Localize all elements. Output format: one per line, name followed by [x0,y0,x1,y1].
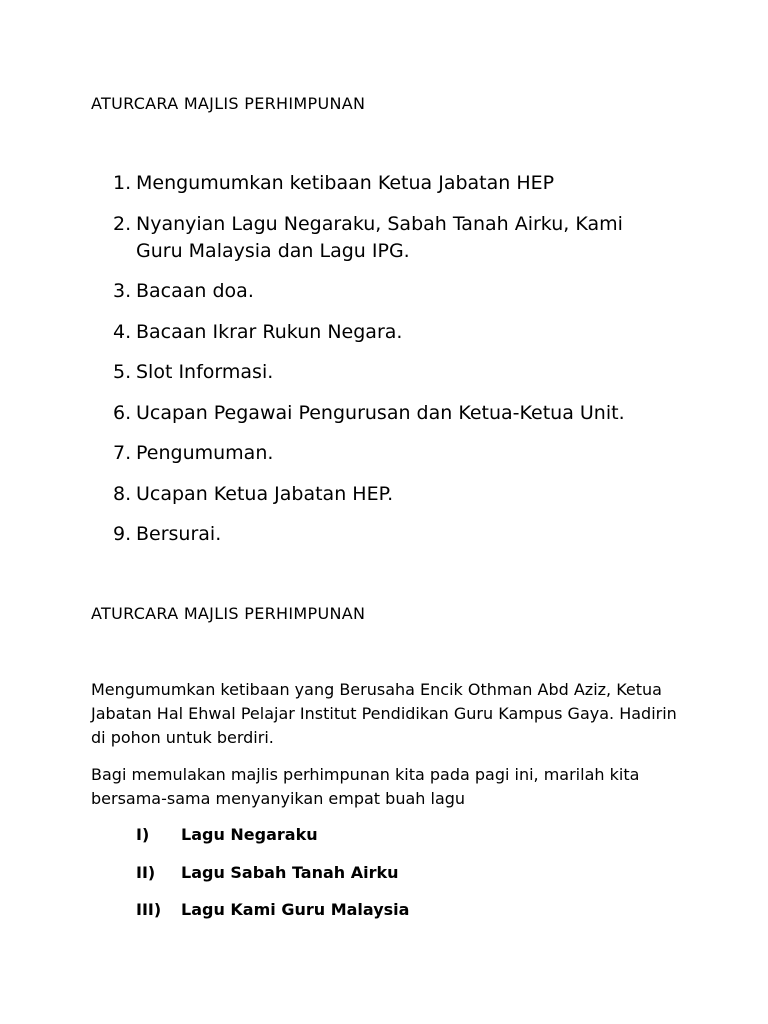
agenda-item [0,359,656,386]
agenda-heading: ATURCARA MAJLIS PERHIMPUNAN [91,94,366,113]
agenda-item-number: 6. [113,401,132,424]
song-item-numeral: II) [136,862,156,882]
agenda-item-text: Ucapan Pegawai Pengurusan dan Ketua-Ketua Unit. [136,401,625,424]
agenda-item-text: Ucapan Ketua Jabatan HEP. [136,482,394,505]
agenda-item [0,521,656,548]
agenda-item-text: Bacaan doa. [136,280,254,302]
song-item [0,862,768,900]
song-item-numeral: III) [136,900,162,919]
agenda-item-number: 3. [113,280,132,302]
agenda-item [0,170,656,197]
song-item [0,899,768,937]
song-item [0,824,768,862]
agenda-item-number: 5. [113,361,132,383]
song-item-label: Lagu Sabah Tanah Airku [181,862,399,882]
agenda-item [0,319,656,346]
song-list [0,824,768,937]
agenda-item [0,278,656,305]
agenda-item-number: 2. [113,212,132,235]
agenda-item-text: Mengumumkan ketibaan Ketua Jabatan HEP [136,172,555,194]
song-item-numeral: I) [136,825,150,844]
welcome-paragraph: Mengumumkan ketibaan yang Berusaha Encik Othman Abd Aziz, Ketua Jabatan Hal Ehwal Pelajar Institut Pendidikan Guru Kampus Gaya. Hadirin di pohon untuk berdiri. [91,680,677,747]
script-heading: ATURCARA MAJLIS PERHIMPUNAN [91,604,366,623]
agenda-item-number: 7. [113,442,132,464]
agenda-item-text: Slot Informasi. [136,361,274,383]
agenda-item-text: Bersurai. [136,523,222,545]
agenda-item-number: 8. [113,482,132,505]
songs-intro-paragraph: Bagi memulakan majlis perhimpunan kita pada pagi ini, marilah kita bersama-sama menyanyikan empat buah lagu [91,765,640,808]
agenda-item-number: 9. [113,523,132,545]
agenda-list [0,170,768,562]
agenda-item-text: Pengumuman. [136,442,274,464]
agenda-item [0,481,656,508]
agenda-item [0,211,656,265]
song-item-label: Lagu Kami Guru Malaysia [181,900,410,919]
agenda-item-text: Nyanyian Lagu Negaraku, Sabah Tanah Airku, Kami Guru Malaysia dan Lagu IPG. [136,212,623,262]
agenda-item-number: 1. [113,172,132,194]
agenda-item [0,440,656,467]
agenda-item-text: Bacaan Ikrar Rukun Negara. [136,320,403,343]
song-item-label: Lagu Negaraku [181,825,318,844]
agenda-item [0,400,656,427]
agenda-item-number: 4. [113,320,132,343]
